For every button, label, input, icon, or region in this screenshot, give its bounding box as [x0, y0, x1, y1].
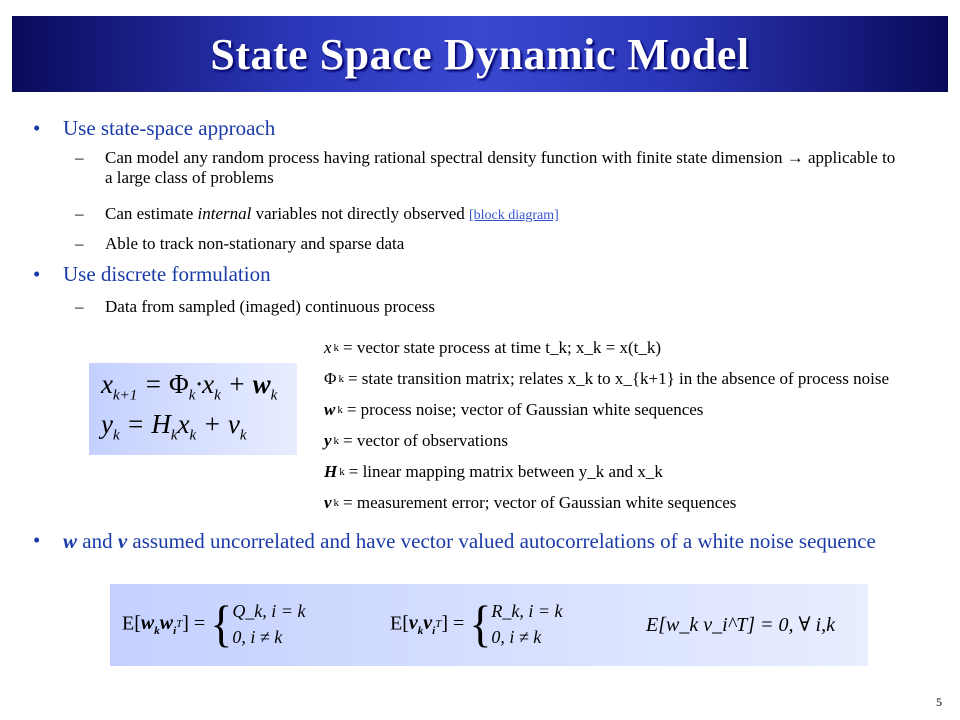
definition-row: H k = linear mapping matrix between y_k and x_k [324, 461, 663, 481]
sub-bullet-text: Can model any random process having rational spectral density function with finite state dimension → applicable to a large class of problems [105, 148, 896, 187]
definition-row: Φ k = state transition matrix; relates x_k to x_{k+1} in the absence of process noise [324, 368, 890, 388]
slide-title: State Space Dynamic Model [210, 29, 750, 79]
definition-row: w k = process noise; vector of Gaussian white sequences [324, 399, 704, 419]
model-equations-box [89, 363, 297, 455]
bullet-dot: • [33, 116, 41, 140]
title-banner [12, 16, 948, 92]
page-number: 5 [936, 695, 942, 709]
definition-row: v k = measurement error; vector of Gaussian white sequences [324, 492, 737, 512]
bullet-text: Use state-space approach [63, 116, 276, 140]
block-diagram-link[interactable]: [block diagram] [469, 208, 559, 223]
definition-row: x k = vector state process at time t_k; x_k = x(t_k) [324, 337, 662, 357]
definition-row: y k = vector of observations [324, 430, 508, 450]
cross-correlation: E[w_k v_i^T] = 0, ∀ i,k [646, 614, 835, 636]
state-equation: $x_{k+1} = \Phi_k\cdot x_k + w_k$ [101, 369, 278, 404]
variable-definitions [324, 332, 944, 518]
measurement-equation: $y_k = H_kx_k + v_k$ [101, 409, 247, 444]
process-noise-correlation: $E[w_kw_iT]$ = {Q_k, i = k 0, i ≠ k [122, 595, 306, 652]
correlation-equations-box [110, 584, 868, 666]
measurement-noise-correlation: $E[v_kv_iT]$ = {R_k, i = k 0, i ≠ k [390, 595, 563, 652]
